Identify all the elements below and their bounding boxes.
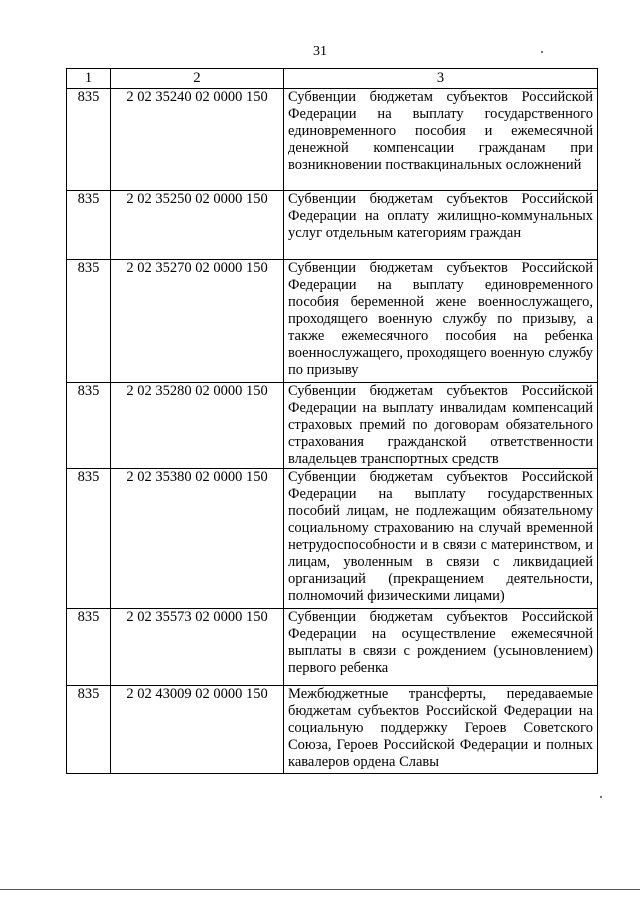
table-row xyxy=(67,686,598,774)
admin-code-cell: 835 xyxy=(67,89,111,191)
header-col-2: 2 xyxy=(111,69,284,89)
admin-code-cell: 835 xyxy=(67,609,111,686)
budget-classification-code-cell: 2 02 35573 02 0000 150 xyxy=(111,609,284,686)
table-row xyxy=(67,89,598,191)
table-row xyxy=(67,609,598,686)
admin-code-cell: 835 xyxy=(67,383,111,469)
page-number: 31 xyxy=(313,44,327,59)
budget-classification-code-cell: 2 02 35380 02 0000 150 xyxy=(111,469,284,609)
table-row xyxy=(67,383,598,469)
scan-edge-rule xyxy=(0,889,640,890)
budget-classification-code-cell: 2 02 43009 02 0000 150 xyxy=(111,686,284,774)
description-cell: Субвенции бюджетам субъектов Российской Федерации на осуществление ежемесячной выплаты в связи с рождением (усыновлением) первого ребенка xyxy=(284,609,598,686)
scan-speck xyxy=(600,796,602,798)
table-row xyxy=(67,260,598,383)
admin-code-cell: 835 xyxy=(67,260,111,383)
description-cell: Субвенции бюджетам субъектов Российской Федерации на оплату жилищно-коммунальных услуг отдельным категориям граждан xyxy=(284,191,598,260)
budget-classification-code-cell: 2 02 35240 02 0000 150 xyxy=(111,89,284,191)
description-cell: Субвенции бюджетам субъектов Российской Федерации на выплату государственного единовременного пособия и ежемесячной денежной компенсации гражданам при возникновении поствакцинальных осложнений xyxy=(284,89,598,191)
description-cell: Субвенции бюджетам субъектов Российской Федерации на выплату единовременного пособия беременной жене военнослужащего, проходящего военную службу по призыву, а также ежемесячного пособия на ребенка военнослужащего, проходящего военную службу по призыву xyxy=(284,260,598,383)
description-cell: Субвенции бюджетам субъектов Российской Федерации на выплату государственных пособий лицам, не подлежащим обязательному социальному страхованию на случай временной нетрудоспособности и в связи с материнством, и лицам, уволенным в связи с ликвидацией организаций (прекращением деятельности, полномочий физическими лицами) xyxy=(284,469,598,609)
scan-speck xyxy=(541,51,543,53)
admin-code-cell: 835 xyxy=(67,191,111,260)
description-cell: Межбюджетные трансферты, передаваемые бюджетам субъектов Российской Федерации на социальную поддержку Героев Советского Союза, Героев Российской Федерации и полных кавалеров ордена Славы xyxy=(284,686,598,774)
header-col-1: 1 xyxy=(67,69,111,89)
budget-classification-code-cell: 2 02 35280 02 0000 150 xyxy=(111,383,284,469)
admin-code-cell: 835 xyxy=(67,469,111,609)
table-row xyxy=(67,469,598,609)
table-row xyxy=(67,191,598,260)
budget-classification-code-cell: 2 02 35250 02 0000 150 xyxy=(111,191,284,260)
description-cell: Субвенции бюджетам субъектов Российской Федерации на выплату инвалидам компенсаций страховых премий по договорам обязательного страхования гражданской ответственности владельцев транспортных средств xyxy=(284,383,598,469)
table-header-row xyxy=(67,69,598,89)
admin-code-cell: 835 xyxy=(67,686,111,774)
budget-classification-code-cell: 2 02 35270 02 0000 150 xyxy=(111,260,284,383)
header-col-3: 3 xyxy=(284,69,598,89)
budget-codes-table xyxy=(66,68,598,774)
